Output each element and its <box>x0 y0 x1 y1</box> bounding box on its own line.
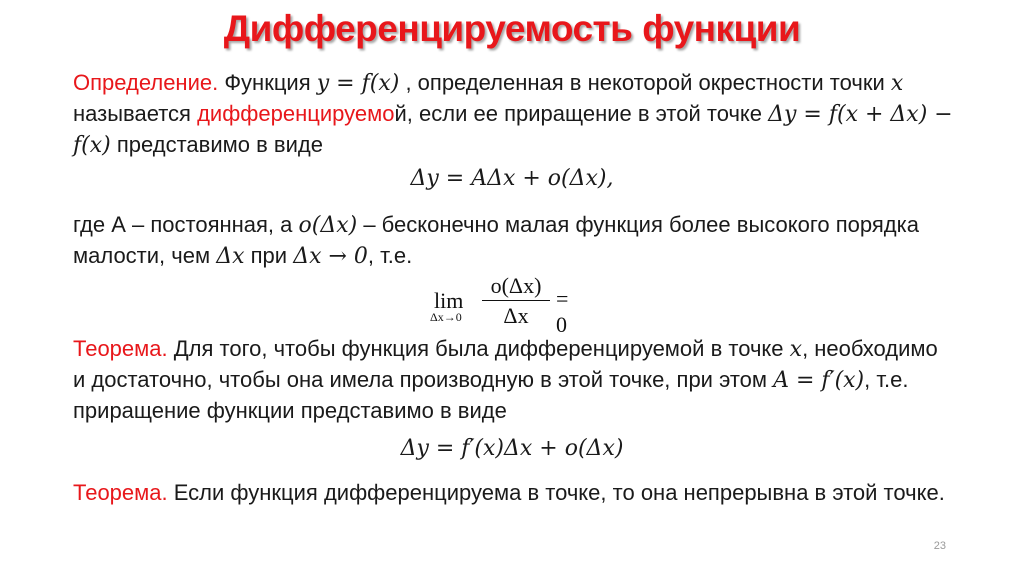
definition-text-4: й, если ее приращение в этой точке <box>394 101 769 126</box>
formula-increment: Δy = AΔx + o(Δx), <box>410 166 614 191</box>
definition-text-2: , определенная в некоторой окрестности точки <box>399 70 891 95</box>
theorem-1-text-2: , необходимо и достаточно, чтобы она имела производную в этой точке, при этом <box>73 336 938 392</box>
definition-math-2: x <box>890 71 904 96</box>
theorem-2-text-1: Если функция дифференцируема в точке, то она непрерывна в этой точке. <box>167 480 945 505</box>
where-paragraph <box>73 210 953 272</box>
where-math-3: Δx → 0 <box>293 244 368 269</box>
page-number: 23 <box>933 540 946 552</box>
slide-title: Дифференцируемость функции <box>223 8 801 49</box>
where-math-1: o(Δx) <box>298 213 358 238</box>
definition-text-5: представимо в виде <box>110 132 323 157</box>
formula-derivative: Δy = f′(x)Δx + o(Δx) <box>400 436 624 461</box>
limit-word: lim <box>434 288 464 313</box>
definition-label: Определение. <box>73 70 219 95</box>
definition-math-3: Δy = f(x + Δx) − f(x) <box>73 102 953 158</box>
theorem-1-label: Теорема. <box>73 336 168 361</box>
definition-term: дифференцируемо <box>197 101 395 126</box>
where-text-1: где А – постоянная, а <box>73 212 299 237</box>
definition-math-1: y = f(x) <box>316 71 400 96</box>
theorem-1-text-1: Для того, чтобы функция была дифференцируемой в точке <box>167 336 790 361</box>
theorem-1-text-3: , т.е. приращение функции представимо в виде <box>73 367 909 423</box>
limit-fraction <box>480 272 552 329</box>
theorem-1-paragraph <box>73 334 953 426</box>
limit-denominator: Δx <box>503 303 529 328</box>
limit-rhs: = 0 <box>556 286 569 337</box>
theorem-1-math-2: A = f′(x) <box>773 368 865 393</box>
limit-subscript: Δx→0 <box>430 310 462 324</box>
theorem-2-label: Теорема. <box>73 480 168 505</box>
where-text-3: при <box>244 243 294 268</box>
theorem-2-paragraph <box>73 478 953 508</box>
definition-paragraph <box>73 68 953 161</box>
theorem-1-math-1: x <box>789 337 803 362</box>
where-text-2: – бесконечно малая функция более высокого порядка малости, чем <box>73 212 919 268</box>
limit-numerator: o(Δx) <box>490 273 542 298</box>
where-math-2: Δx <box>216 244 245 269</box>
definition-text-1: Функция <box>218 70 317 95</box>
where-text-4: , т.е. <box>367 243 413 268</box>
definition-text-3: называется <box>73 101 198 126</box>
